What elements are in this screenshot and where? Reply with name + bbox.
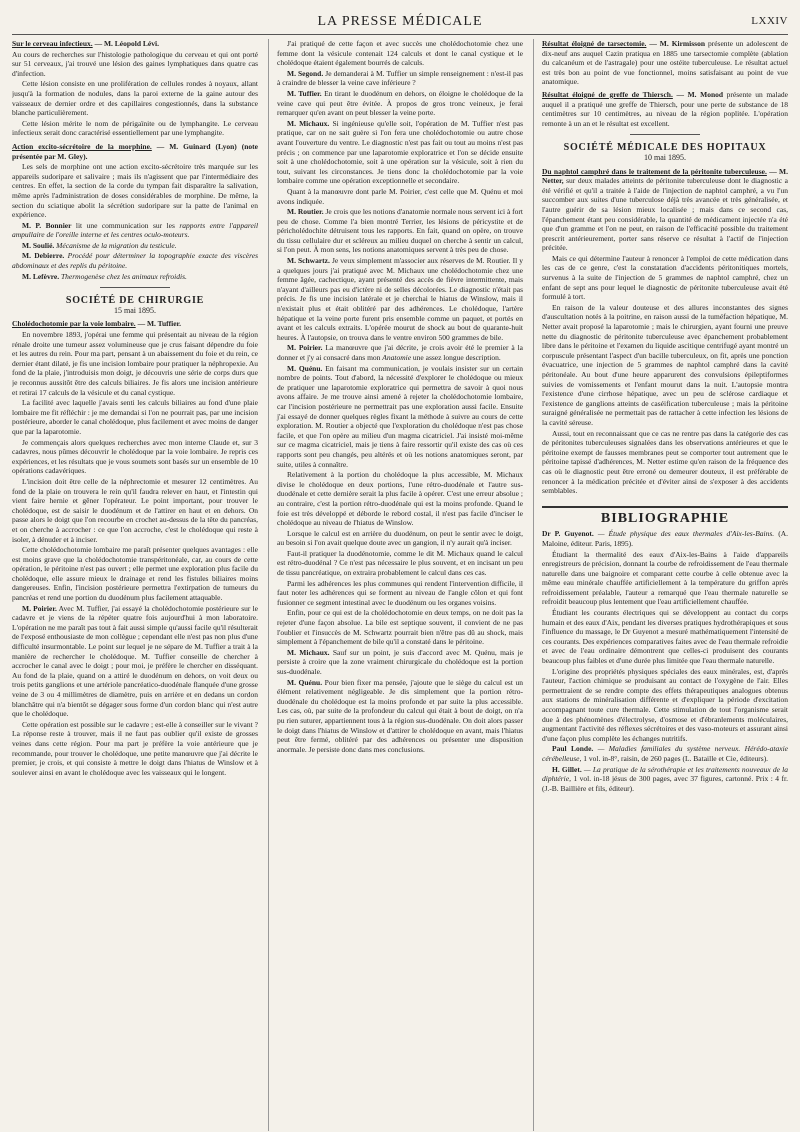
author-name: Paul Londe. <box>552 744 594 754</box>
article-cerveau <box>12 39 258 49</box>
text: En tirant le duodénum en dehors, on éloigne le cholédoque de la veine cave qui peut être évitée. À propos de gros tronc veineux, je ferai remarquer qu'en avant on peut blesser la veine porte. <box>277 88 523 118</box>
text: présente un malade auquel il a pratiqué une greffe de Thiersch, pour une perte de substance de 18 centimètres sur 10 centimètres, au niveau de la région poplitée. L'opération remonte à un an et le résultat est excellent. <box>542 89 788 128</box>
author-name: M. Tuffier. <box>287 88 322 98</box>
divider <box>100 287 170 288</box>
paragraph: Étudiant les courants électriques qui se développent au contact du corps humain et des eaux d'Aix, pendant les diverses pratiques hydrothérapiques et sous l'influence du massage, le Dr Guyenot a mesuré mathématiquement l'intensité de ces courants. Des expériences comparatives faites avec de l'eau thermale refroidie et avec de l'eau ordinaire démontrent que celles-ci produisent des courants beaucoup plus faibles et d'une durée plus limitée que l'eau thermale naturelle. <box>542 608 788 666</box>
article-title: Résultat éloigné de greffe de Thiersch. <box>542 89 673 99</box>
bibliography-heading: BIBLIOGRAPHIE <box>542 506 788 524</box>
text: sur deux malades atteints de péritonite tuberculeuse dont le diagnostic a été vérifié et qu'il a traitée à l'aide de l'injection de naphtol camphré, a vu l'un succomber aux suites d'une tuberculose déjà très avancée et très généralisée, et l'autre guérir de sa lésion mieux localisée ; mais dans ce second cas, l'épanchement étant peu considérable, la quantité de médicament injectée n'a été que d'un gramme et l'on ne peut, en raison de l'efficacité possible du traitement prescrit antérieurement, porter sans réserve ce résultat à l'actif de l'injection précitée. <box>542 176 788 253</box>
comment-michaux-2 <box>277 648 523 677</box>
article-title: Cholédochotomie par la voie lombaire. <box>12 319 136 329</box>
author-name: M. Poirier. <box>22 603 57 613</box>
text: lit une communication sur les <box>71 220 180 230</box>
author-name: M. Michaux. <box>287 118 330 128</box>
text: (A. Maloine, éditeur. Paris, 1895). <box>542 529 788 548</box>
paragraph: Étudiant la thermalité des eaux d'Aix-les-Bains à l'aide d'appareils enregistreurs de précision, donnant la courbe de refroidissement de l'eau thermale naturelle dans une baignoire et comparant cette courbe à celle obtenue avec la même eau minérale chauffée artificiellement à la température du griffon après refroidissement préalable, l'auteur a remarqué que l'eau thermale naturelle se refroidit beaucoup plus lentement que l'eau artificiellement chauffée. <box>542 549 788 607</box>
book-title: — Étude physique des eaux thermales d'Aix-les-Bains. <box>593 529 775 539</box>
page-header <box>12 14 788 35</box>
communication-lefevre <box>12 272 258 282</box>
article-author: — M. Monod <box>672 89 724 99</box>
article-author: — M. Guinard (Lyon) (note présentée par M. Gley). <box>12 141 258 161</box>
text-italic: Mécanisme de la migration du testicule. <box>54 240 177 250</box>
text: Pour bien fixer ma pensée, j'ajoute que le siège du calcul est un élément relativement négligeable. Je dis simplement que la portion rétro-duodénale du cholédoque est la moins profonde et par suite la plus accessible. Les cas, où, par suite de la profondeur du calcul qui était à bout de doigt, on n'a pu rien suturer, appartiennent tous à la région sus-duodénale. On doit alors passer le doigt dans l'hiatus de Winslow et d'attirer le cholédoque en avant, mais l'hiatus peut être fermé, oblitéré par des adhérences ou présenter une disposition anormale. Je persiste donc dans mes conclusions. <box>277 677 523 754</box>
paragraph: Relativement à la portion du cholédoque la plus accessible, M. Michaux divise le cholédoque en deux portions, l'une rétro-duodénale et l'autre sus-duodénale et cette dernière serait la plus facile à opérer. C'est une erreur absolue ; au contraire, c'est la portion rétro-duodénale qui est la moins profonde. Quand le foie est très développé et déborde le rebord costal, il n'est pas facile d'inciser le cholédoque au niveau de l'hiatus de Winslow. <box>277 470 523 528</box>
author-name: M. Lefèvre. <box>22 271 60 281</box>
section-heading: SOCIÉTÉ DE CHIRURGIE <box>65 295 205 307</box>
article-morphine <box>12 142 258 161</box>
column-3 <box>533 39 788 1131</box>
paragraph: Cette cholédochotomie lombaire me paraît présenter quelques avantages : elle est moins grave que la cholédochotomie transpéritonéale, car, au cours de cette opération, le péritoine n'est pas ouvert ; elle permet une exploration plus facile du cholédoque, elle assure mieux le drainage et rend les fistules biliaires moins dangereuses. Enfin, l'incision postérieure permettra l'extirpation de tumeurs du pancréas et rend une portion du duodénum plus facilement attaquable. <box>12 545 258 603</box>
section-date: 15 mai 1895. <box>114 305 156 315</box>
author-name: M. Debierre. <box>22 251 65 261</box>
comment-poirier-2 <box>277 343 523 362</box>
comment-segond <box>277 69 523 88</box>
paragraph: Au cours de recherches sur l'histologie pathologique du cerveau et qui ont porté sur 51 cerveaux, j'ai trouvé une lésion des gaines lymphatiques dans quatre cas d'infection. <box>12 49 258 78</box>
paragraph: J'ai pratiqué de cette façon et avec succès une cholédochotomie chez une femme dont la vésicule contenait 124 calculs et dont le canal cystique et le cholédoque étaient également bourrés de calculs. <box>277 39 523 68</box>
paragraph: Cette opération est possible sur le cadavre ; est-elle à conseiller sur le vivant ? La réponse reste à trouver, mais il ne faut pas oublier qu'il existe de grosses veines dans cette région. Pour ma part je préfère la voie antérieure que je recommande, pour trouver le cholédoque, une petite manœuvre que j'ai décrite le premier, je crois, et qui consiste à mettre le doigt dans l'hiatus de Winslow et à soulever ainsi en avant le cholédoque avec les vaisseaux qui le longent. <box>12 719 258 777</box>
author-name: M. P. Bonnier <box>22 220 72 230</box>
comment-michaux <box>277 119 523 186</box>
article-naphtol <box>542 167 788 253</box>
paragraph: Faut-il pratiquer la duodénotomie, comme le dit M. Michaux quand le calcul est rétro-duodénal ? Ce n'est pas nécessaire le plus souvent, et en incisant un peu de tissu pancréatique, on extraira probablement le calcul dans ces cas. <box>277 548 523 578</box>
paragraph: Lorsque le calcul est en arrière du duodénum, on peut le sentir avec le doigt, au besoin si l'on avait quelque doute avec un gangion, il n'y aurait qu'à inciser. <box>277 528 523 548</box>
text: La manœuvre que j'ai décrite, je crois avoir été le premier à la donner et j'y ai consacré dans mon <box>277 343 523 362</box>
article-title: Action excito-sécrétoire de la morphine. <box>12 141 152 151</box>
text: Je veux simplement m'associer aux réserves de M. Routier. Il y a quelques jours j'ai pratiqué avec M. Michaux une cholédochotomie chez une femme âgée, cachectique, ayant présenté des accès de fièvre intermittente, mais n'ayant d'ailleurs pas eu d'ictère ni de selles décolorées. Le diagnostic n'était pas précis. Je fis une incision latérale et je cherchai le hiatus de Winslow, mais il n'existait plus et était oblitéré par des adhérences. Le cholédoque, l'artère hépatique et la veine porte furent pris ensemble comme un paquet, et portés en avant et les calculs extraits. L'opérée mourut de shock au bout de quarante-huit heures. À l'autopsie, on trouva dans le ventre environ 500 grammes de bile. <box>277 256 523 342</box>
article-author: — M. Tuffier. <box>135 319 182 329</box>
paragraph: Cette lésion mérite le nom de périgaïnite ou de lymphangite. Le cerveau infectieux serait donc caractérisé essentiellement par une lymphangite. <box>12 118 258 138</box>
article-choledochotomie <box>12 319 258 329</box>
paragraph: Cette lésion consiste en une prolifération de cellules rondes à noyaux, allant jusqu'à la formation de nodules, dans la paroi externe de la gaine autour des vaisseaux de dernier ordre et des capillaires congestionnés, dans la substance blanche particulièrement. <box>12 79 258 118</box>
comment-poirier <box>12 604 258 719</box>
text: Si ingénieuse qu'elle soit, l'opération de M. Tuffier n'est pas pratique, car on ne sait guère si l'on fera une cholédochotomie ou autre chose avant l'ouverture du ventre. Le diagnostic n'est pas fait ou tout au moins n'est pas précis ; on commence par une laparotomie exploratrice et l'on se décide ensuite soit à une cholédochotomie, soit à une opération sur la vésicule, soit à rien du tout, suivant les circonstances. Je tiens donc la cholédochotomie par la voie lombaire comme une opération exceptionnelle et secondaire. <box>277 118 523 186</box>
paragraph: Les sels de morphine ont une action excito-sécrétoire très marquée sur les appareils sudoripare et salivaire ; mais ils n'agissent que par l'intermédiaire des centres. En effet, la section de la corde du tympan fait disparaître la salivation, même après l'administration de doses considérables de morphine. De même, la section du sciatique abolit la sécrétion sudoripare sur la patte de l'animal en expérience. <box>12 162 258 220</box>
author-name: M. Quénu. <box>287 677 323 687</box>
author-name: M. Soulié. <box>22 240 55 250</box>
text: Avec M. Tuffier, j'ai essayé la cholédochotomie postérieure sur le cadavre et je viens de la répéter quatre fois aujourd'hui à mon laboratoire. L'opération ne me paraît pas tout à fait aussi simple qu'aussi facile qu'il résulterait de l'exposé enthousiaste de mon collègue ; cependant elle n'est pas non plus d'une difficulté insurmontable. Le point sur lequel je ne sépare de M. Tuffier a trait à la manière de rechercher le cholédoque. M. Tuffier conseille de chercher à accrocher le canal avec le doigt ; pour moi, je préfère le chercher en disséquant. Au fond de la plaie, quand on a attiré le duodénum en dehors, on voit deux ou trois petits ganglions et une artériole pancréatico-duodénale flanquée d'une grosse veine de 3 ou 4 millimètres de diamètre, puis en arrière et en dedans un cordon blanchâtre qui n'a bientôt se dégager sous forme d'un cordon blanc qui n'est autre que le cholédoque. <box>12 603 258 719</box>
author-name: M. Schwartz. <box>287 256 330 266</box>
author-name: M. Quénu. <box>287 363 323 373</box>
text-italic: Thermogenèse chez les animaux refroidis. <box>59 271 187 281</box>
text: une assez longue description. <box>411 353 501 362</box>
comment-schwartz <box>277 256 523 342</box>
biblio-londe <box>542 744 788 763</box>
paragraph: Quant à la manœuvre dont parle M. Poirier, c'est celle que M. Quénu et moi avons indiquée. <box>277 186 523 206</box>
author-name: Dr P. Guyenot. <box>542 529 594 539</box>
paragraph: Je commençais alors quelques recherches avec mon interne Claude et, sur 3 cadavres, nous pûmes découvrir le cholédoque par la voie lombaire. Je repris ces expériences, et les résultats que je vous soumets sont basés sur un ensemble de 10 opérations cadavériques. <box>12 437 258 476</box>
article-thiersch <box>542 90 788 128</box>
author-name: M. Routier. <box>287 207 324 217</box>
text-italic: rapports entre l'appareil ampullaire de l'oreille interne et les centres oculo-moteurs. <box>12 220 258 240</box>
communication-bonnier <box>12 221 258 240</box>
columns <box>12 39 788 1131</box>
paragraph: Mais ce qui détermine l'auteur à renoncer à l'emploi de cette médication dans les cas de ce genre, c'est la constatation d'accidents péritonitiques mortels, survenus à la suite de l'injection de 5 grammes de naphtol camphré, chez un enfant de sept ans pour lequel le diagnostic de péritonite tuberculeuse avait été formulé à tort. <box>542 253 788 302</box>
book-title: — La pratique de la sérothérapie et les traitements nouveaux de la diphtérie, <box>542 764 788 784</box>
column-1 <box>12 39 258 1131</box>
book-title: — Maladies familiales du système nerveux. Hérédo-ataxie cérébelleuse, <box>542 744 788 763</box>
author-name: M. Segond. <box>287 68 324 78</box>
communication-debierre <box>12 251 258 270</box>
divider <box>630 134 700 135</box>
paragraph: En raison de la valeur douteuse et des allures inconstantes des signes d'auscultation notés à la poitrine, en raison aussi de la tuméfaction hépatique, M. Netter avait proposé la laparotomie ; mais le chirurgien, ayant fourni une preuve nette du diagnostic de péritonite tuberculeuse avec épanchement probablement libre dans le péritoine et l'examen du liquide ascitique centrifugé ayant montré un corpuscule présentant l'aspect d'un bacille tuberculeux, on fit, après une ponction évacuatrice, une injection de 5 grammes de naphtol camphré dans la cavité péritonéale. Au bout d'une heure apparurent des convulsions épileptiformes suivies de vomissements et l'enfant mourut dans la nuit. L'autopsie montra l'existence d'une cirrhose hépatique, avec un peu de sclérose cardiaque et l'existence de ganglions atteints de caséification tuberculeuse ; mais la péritoine suraigné généralisée ne permettait pas de rattacher à cette infection les lésions de la cavité séreuse. <box>542 302 788 427</box>
author-name: M. Michaux. <box>287 647 330 657</box>
paragraph: En novembre 1893, j'opérai une femme qui présentait au niveau de la région rénale droite une tumeur assez volumineuse que je crus faisant dépendre du foie et les autres du rein. Pour ma part, pensant à un abaissement du foie et du rein, ce dernier étant dilaté, je fis une incision lombaire pour pratiquer la néphropexie. Au fond de la plaie, j'introduisis mon doigt, je découvris une série de corps durs que je reconnus aussitôt être des calculs biliaires. Je fis alors une incision antérieure et retirai 17 calculs de la vésicule et du canal cystique. <box>12 330 258 397</box>
article-title: Sur le cerveau infectieux. <box>12 39 93 48</box>
text: Sauf sur un point, je suis d'accord avec M. Quénu, mais je persiste à croire que la zone vraiment chirurgicale du cholédoque est la portion sus-duodénale. <box>277 647 523 676</box>
comment-tuffier <box>277 89 523 118</box>
paragraph: Aussi, tout en reconnaissant que ce cas ne rentre pas dans la catégorie des cas de péritonites tuberculeuses signalées dans les observations antérieures et que le péritoine exempt de fausses membranes peut se comporter tout autrement que le péritoine tapissé d'adhérences, M. Netter estime qu'en raison de la fréquence des cas où le diagnostic peut être erroné ou demeurer douteux, il est préférable de renoncer à la médication précitée et d'éviter ainsi de s'exposer à des accidents semblables. <box>542 428 788 496</box>
text: 1 vol. in-18 jésus de 300 pages, avec 37 figures, cartonné. Prix : 4 fr. (J.-B. Baillière et fils, éditeur). <box>542 774 788 793</box>
communication-soulie <box>12 241 258 251</box>
author-name: M. Poirier. <box>287 343 323 353</box>
article-title: Résultat éloigné de tarsectomie. <box>542 39 647 48</box>
paragraph: La facilité avec laquelle j'avais senti les calculs biliaires au fond d'une plaie lombaire me fit réfléchir : je me demandai si l'on ne pourrait pas, par une incision postérieure, aborder le canal cholédoque, plus facilement et avec moins de danger que par la laparotomie. <box>12 398 258 436</box>
text: présente un adolescent de dix-neuf ans auquel Cazin pratiqua en 1885 une tarsectomie complète (ablation du calcanéum et de l'astragale) pour une ostéite tuberculeuse. Le résultat actuel est très bon au point de vue fonctionnel, moins satisfaisant au point de vue anatomique. <box>542 39 788 87</box>
article-author: — M. Léopold Lévi. <box>92 39 159 48</box>
journal-title: LA PRESSE MÉDICALE <box>317 14 483 29</box>
article-tarsectomie <box>542 39 788 87</box>
text: En faisant ma communication, je voulais insister sur un certain nombre de points. Tout d'abord, la nécessité d'explorer le cholédoque ou mieux de pratiquer une laparotomie exploratrice qui permettra de savoir à quoi nous avons affaire. Je me trouve ainsi amené à rejeter la cholédochotomie lombaire, car l'incision postérieure ne permettrait pas une exploration aussi facile. Ensuite j'ai essayé de donner quelques règles fixant la méthode à suivre au cours de cette exploration. M. Routier a objecté que l'exploration du cholédoque n'est pas chose facile, et que l'on opère au milieu d'un magma cicatriciel. J'ai insisté moi-même sur ce magma cicatriciel, mais je tiens à faire ressortir qu'il existe des cas où ces rapports sont peu changés, peu altérés et où les notions anatomiques seront, par suite, utiles à connaître. <box>277 363 523 469</box>
text: 1 vol. in-8°, raisin, de 260 pages (L. Bataille et Cie, éditeurs). <box>581 753 769 763</box>
comment-routier <box>277 207 523 255</box>
biblio-gillet <box>542 765 788 794</box>
column-2 <box>268 39 523 1131</box>
article-author: — M. Kirmisson <box>646 39 706 48</box>
biblio-guyenot <box>542 529 788 548</box>
paragraph: L'incision doit être celle de la néphrectomie et mesurer 12 centimètres. Au fond de la plaie on trouvera le rein qu'il faudra relever en haut, et l'intestin qui vient faire hernie et gêner l'opérateur. Le point important, pour trouver le cholédoque, est de saisir le duodénum et de l'attirer en haut et en dehors. On passe alors le doigt que l'on recourbe en crochet au-dessus de la tête du pancréas, et on cherche à accrocher : ce que l'on accroche, c'est le cholédoque qui reste à isoler, à dénuder et à inciser. <box>12 476 258 544</box>
section-heading: SOCIÉTÉ MÉDICALE DES HOPITAUX <box>563 142 767 154</box>
article-author: — M. Netter, <box>542 166 788 186</box>
text: Je crois que les notions d'anatomie normale nous servent ici à fort peu de chose. Comme l'a bien montré Terrier, les lésions de péricystite et de péricholédochite détruisent tous les rapports. En fait, quand on opère, on trouve du tissu cellulaire dur et scléreux au milieu duquel on cherche à sentir un calcul, si l'on peut. À mon sens, les notions anatomiques servent à très peu de chose. <box>277 207 523 255</box>
paragraph: Parmi les adhérences les plus communes qui rendent l'intervention difficile, il faut noter les adhérences qui se forment au niveau de l'angle côlon et qui font fusionner ce segment intestinal avec le duodénum ou les organes voisins. <box>277 578 523 607</box>
text-italic: Procédé pour déterminer la topographie exacte des viscères abdominaux et des replis du péritoine. <box>12 251 258 271</box>
article-title: Du naphtol camphré dans le traitement de la péritonite tuberculeuse. <box>542 166 767 176</box>
text-italic: Anatomie <box>382 353 412 362</box>
page-number: LXXIV <box>751 15 788 27</box>
comment-quenu <box>277 364 523 470</box>
section-date: 10 mai 1895. <box>644 152 686 162</box>
author-name: H. Gillet. <box>552 764 582 774</box>
paragraph: L'origine des propriétés physiques spéciales des eaux minérales, est, d'après l'auteur, l'action chimique se produisant au contact de l'oxygène de l'air. Elles permettraient de se rendre compte des effets thérapeutiques analogues obtenus aux stations de minéralisation différente et d'expliquer la période d'excitation accompagnant toute cure thermale. Cette stimulation de tout l'organisme serait due à des phénomènes d'électrolyse, d'osmose et d'ébranlements moléculaires, augmentant l'activité des réflexes sécrétoires et des vaso-moteurs et assurant ainsi d'une façon plus complète les échanges nutritifs. <box>542 666 788 743</box>
comment-quenu-2 <box>277 678 523 755</box>
paragraph: Enfin, pour ce qui est de la cholédochotomie en deux temps, on ne doit pas la rejeter d'une façon absolue. La bile est septique souvent, il convient de ne pas l'oublier et l'insuccès de M. Schwartz pourrait bien n'être pas dû au shock, mais simplement à l'épanchement de bile qu'il a constaté dans le péritoine. <box>277 608 523 647</box>
text: Je demanderai à M. Tuffier un simple renseignement : n'est-il pas à craindre de blesser la veine cave inférieure ? <box>277 68 523 88</box>
